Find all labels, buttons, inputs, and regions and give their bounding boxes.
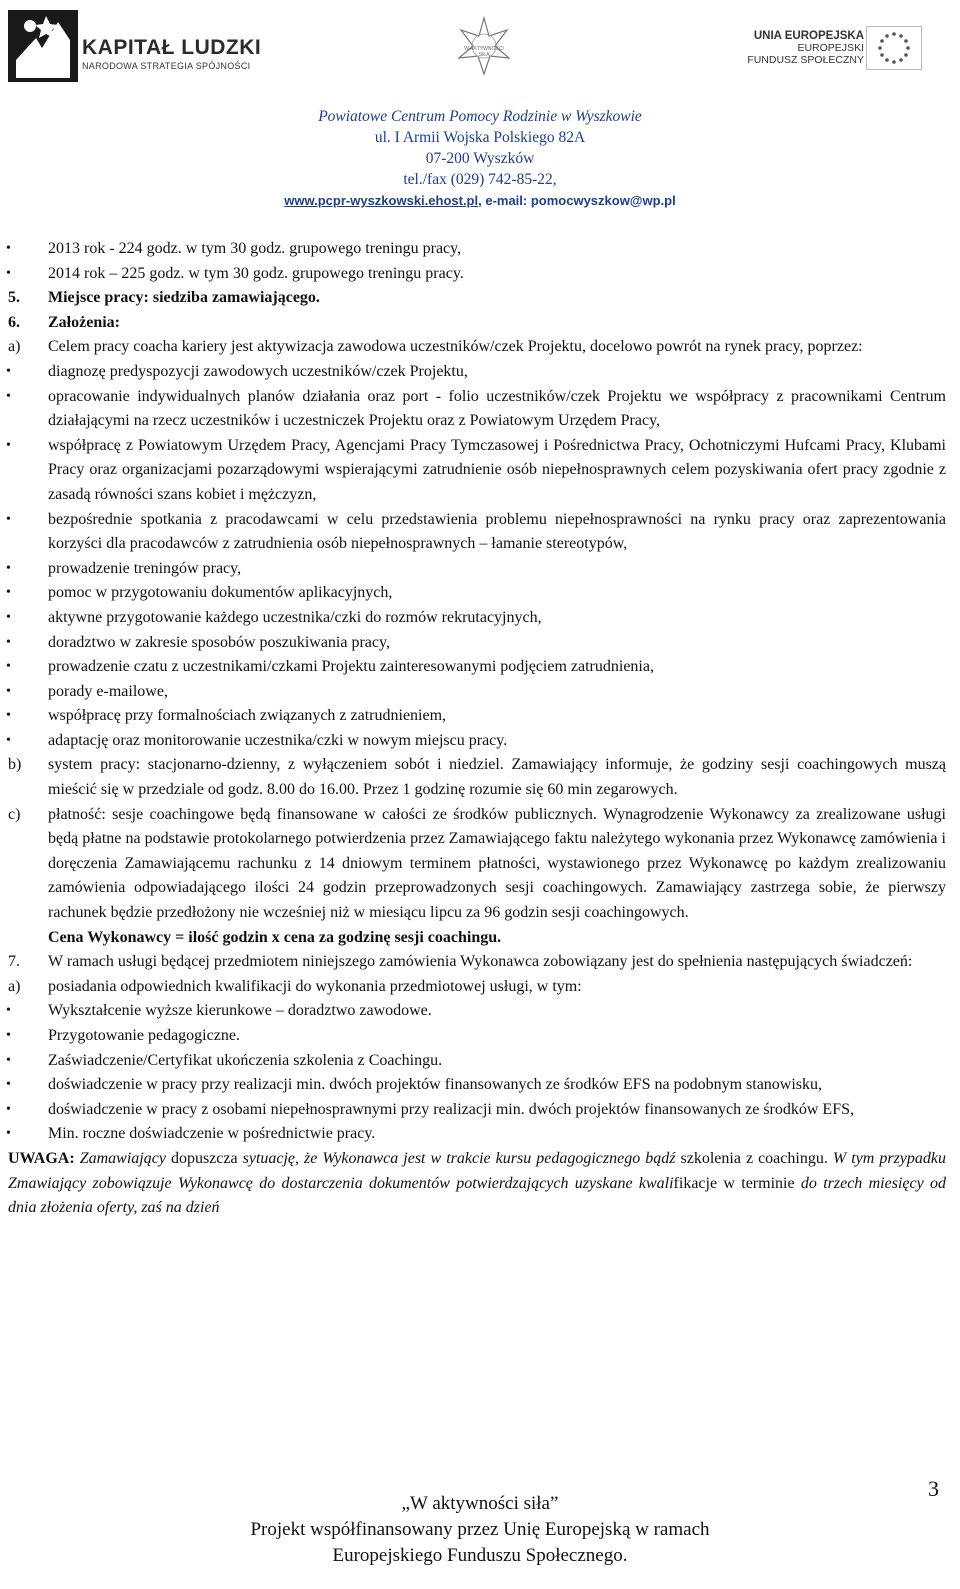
uwaga-text: sytuację, że Wykonawca jest w trakcie kursu pedagogicznego bądź (242, 1149, 676, 1167)
subsection-text: posiadania odpowiednich kwalifikacji do wykonania przedmiotowej usługi, w tym: (48, 977, 582, 995)
subsection-a (0, 335, 960, 360)
eu-line1: UNIA EUROPEJSKA (753, 30, 864, 42)
subsection-text: płatność: sesje coachingowe będą finansowane w całości ze środków publicznych. Wynagrodzenie Wykonawcy za zrealizowane usługi będą płatne na podstawie protokolarnego potwierdzenia przez Zamawiającego faktu należytego wykonania przez Wykonawcę zamówienia i doręczenia Zamawiającemu rachunku z 14 dniowym terminem płatności, wystawionego przez Wykonawcę po każdym zrealizowaniu zamówienia odpowiadającego ilości 24 godzin przeprowadzonych sesji coachingowych. Zamawiający zastrzega sobie, że pierwszy rachunek będzie przedłożony nie wcześniej niż w miesiącu lipcu za 96 godzin sesji coachingowych. (48, 805, 946, 922)
eu-line2: EUROPEJSKI (797, 42, 864, 54)
subsection-b (0, 753, 960, 802)
eu-flag-icon (866, 26, 922, 70)
kapital-ludzki-title: KAPITAŁ LUDZKI (82, 36, 262, 59)
list-item: • Wykształcenie wyższe kierunkowe – doradztwo zawodowe. (0, 999, 960, 1024)
letterhead (0, 0, 960, 210)
list-item: • aktywne przygotowanie każdego uczestnika/czki do rozmów rekrutacyjnych, (0, 606, 960, 631)
subsection-letter: c) (8, 805, 21, 823)
list-item: • Min. roczne doświadczenie w pośrednictwie pracy. (0, 1122, 960, 1147)
subsection-c (0, 803, 960, 926)
org-street: ul. I Armii Wojska Polskiego 82A (374, 129, 586, 146)
org-city: 07-200 Wyszków (425, 150, 535, 167)
subsection-letter: a) (8, 338, 21, 356)
website-link[interactable]: www.pcpr-wyszkowski.ehost.pl (284, 193, 479, 208)
list-item: • diagnozę predyspozycji zawodowych uczestników/czek Projektu, (0, 360, 960, 385)
org-contact (0, 190, 960, 211)
list-item: • doświadczenie w pracy z osobami niepełnosprawnymi przy realizacji min. dwóch projektów finansowanych ze środków EFS, (0, 1098, 960, 1123)
list-item: • 2014 rok – 225 godz. w tym 30 godz. grupowego treningu pracy. (0, 262, 960, 287)
subsection-a2 (0, 975, 960, 1000)
email-text: , e-mail: pomocwyszkow@wp.pl (478, 193, 676, 208)
subsection-text: Celem pracy coacha kariery jest aktywizacja zawodowa uczestników/czek Projektu, docelowo powrót na rynek pracy, poprzez: (48, 338, 863, 356)
uwaga-note (0, 1147, 960, 1221)
page-number: 3 (928, 1476, 939, 1501)
list-item: • prowadzenie treningów pracy, (0, 557, 960, 582)
footer-line1: „W aktywności siła” (401, 1493, 559, 1514)
footer-line2: Projekt współfinansowany przez Unię Europejską w ramach (250, 1519, 710, 1540)
document-body (0, 237, 960, 1221)
list-item: • doradztwo w zakresie sposobów poszukiwania pracy, (0, 631, 960, 656)
eu-text-block (747, 30, 864, 66)
org-name: Powiatowe Centrum Pomocy Rodzinie w Wyszkowie (318, 108, 642, 125)
eu-line3: FUNDUSZ SPOŁECZNY (747, 54, 864, 66)
section-text: Założenia: (48, 313, 120, 331)
list-item: • opracowanie indywidualnych planów działania oraz port - folio uczestników/czek Projektu we współpracy z pracownikami Centrum działającymi na rzecz uczestników i uczestniczek Projektu oraz z Powiatowym Urzędem Pracy, (0, 385, 960, 434)
list-item: • bezpośrednie spotkania z pracodawcami w celu przedstawienia problemu niepełnosprawności na rynku pracy oraz zaprezentowania korzyści dla pracodawców z zatrudnienia osób niepełnosprawnych – łamanie stereotypów, (0, 508, 960, 557)
list-item: • Przygotowanie pedagogiczne. (0, 1024, 960, 1049)
section-number: 5. (8, 289, 20, 307)
uwaga-text: szkolenia z coachingu. (675, 1149, 828, 1167)
subsection-letter: a) (8, 977, 21, 995)
list-item: • prowadzenie czatu z uczestnikami/czkami Projektu zainteresowanymi podjęciem zatrudnienia, (0, 655, 960, 680)
list-item: • współpracę z Powiatowym Urzędem Pracy, Agencjami Pracy Tymczasowej i Pośrednictwa Pracy, Ochotniczymi Hufcami Pracy, Klubami Pracy oraz organizacjami pozarządowymi wspierającymi zatrudnienie osób niepełnosprawnych celem pozyskiwania ofert pracy zgodnie z zasadą równości szans kobiet i mężczyzn, (0, 434, 960, 508)
project-logo-text: W AKTYWNOŚCI SIŁA (464, 46, 504, 58)
list-item: • pomoc w przygotowaniu dokumentów aplikacyjnych, (0, 581, 960, 606)
uwaga-label: UWAGA: (8, 1149, 75, 1167)
org-phone: tel./fax (029) 742-85-22, (403, 171, 557, 188)
uwaga-text: dopuszcza (165, 1149, 243, 1167)
subsection-letter: b) (8, 756, 22, 774)
kapital-ludzki-subtitle: NARODOWA STRATEGIA SPÓJNOŚCI (82, 61, 251, 71)
section-6 (0, 311, 960, 336)
section-text: Miejsce pracy: siedziba zamawiającego. (48, 289, 320, 307)
page-footer (0, 1491, 960, 1569)
footer-line3: Europejskiego Funduszu Społecznego. (332, 1545, 628, 1566)
list-item: • doświadczenie w pracy przy realizacji min. dwóch projektów finansowanych ze środków EFS na podobnym stanowisku, (0, 1073, 960, 1098)
section-number: 7. (8, 953, 20, 971)
list-item: • 2013 rok - 224 godz. w tym 30 godz. grupowego treningu pracy, (0, 237, 960, 262)
list-item: • adaptację oraz monitorowanie uczestnika/czki w nowym miejscu pracy. (0, 729, 960, 754)
section-5 (0, 286, 960, 311)
section-text: W ramach usługi będącej przedmiotem niniejszego zamówienia Wykonawca zobowiązany jest do spełnienia następujących świadczeń: (48, 953, 913, 971)
uwaga-text: W tym przypadku Zmawiający zobowiązuje Wykonawcę do dostarczenia dokumentów potwierdzających uzyskane kwali (8, 1149, 947, 1192)
uwaga-text: do trzech miesięcy od dnia złożenia oferty, zaś na dzień (8, 1174, 947, 1217)
organization-address (0, 106, 960, 211)
list-item: • współpracę przy formalnościach związanych z zatrudnieniem, (0, 704, 960, 729)
section-number: 6. (8, 313, 20, 331)
uwaga-text: Zamawiający (74, 1149, 166, 1167)
section-7 (0, 950, 960, 975)
price-formula: Cena Wykonawcy = ilość godzin x cena za godzinę sesji coachingu. (48, 928, 502, 946)
list-item: • Zaświadczenie/Certyfikat ukończenia szkolenia z Coachingu. (0, 1049, 960, 1074)
subsection-text: system pracy: stacjonarno-dzienny, z wyłączeniem sobót i niedziel. Zamawiający informuje, że godziny sesji coachingowych muszą mieścić się w przedziale od godz. 8.00 do 16.00. Przez 1 godzinę rozumie się 60 min zegarowych. (48, 756, 946, 799)
uwaga-text: fikacje w terminie (673, 1174, 795, 1192)
list-item: • porady e-mailowe, (0, 680, 960, 705)
